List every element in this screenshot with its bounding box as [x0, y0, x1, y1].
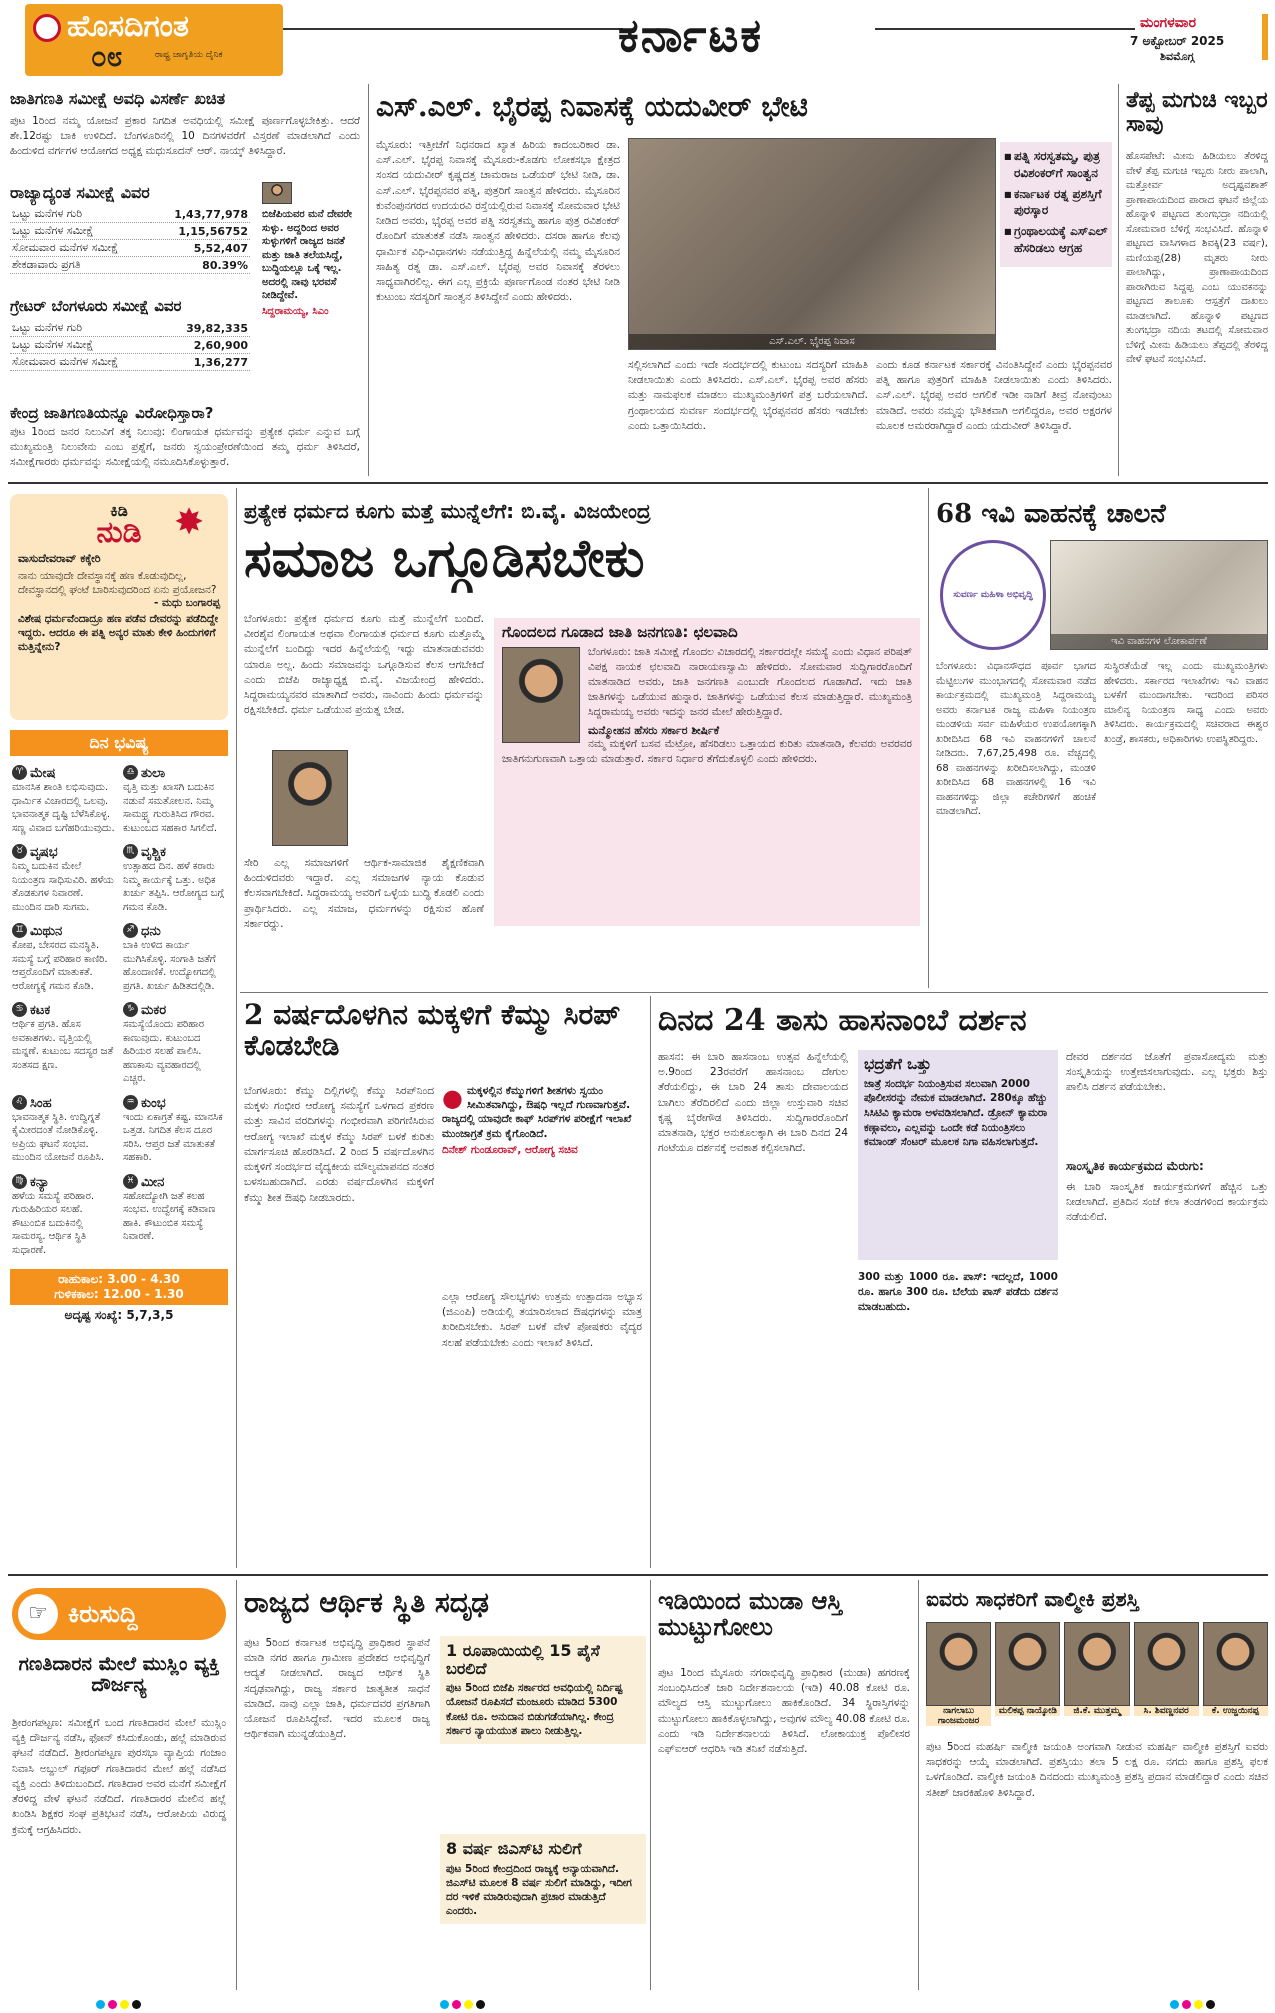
muda-body: ಪುಟ 1ರಿಂದ ಮೈಸೂರು ನಗರಾಭಿವೃದ್ಧಿ ಪ್ರಾಧಿಕಾರ (ಮುಡಾ) ಹಗರಣಕ್ಕೆ ಸಂಬಂಧಿಸಿದಂತೆ ಜಾರಿ ನಿರ್ದೇಶನಾಲಯ (ಇಡಿ) 40.08 ಕೋಟಿ ರೂ. ಮೌಲ್ಯದ ಆಸ್ತಿ ಮುಟ್ಟುಗೋಲು ಹಾಕಿಕೊಂಡಿದೆ. 34 ಸ್ಥಿರಾಸ್ತಿಗಳನ್ನು ಮುಟ್ಟುಗೋಲು ಹಾಕಿಕೊಳ್ಳಲಾಗಿದ್ದು, ಅವುಗಳ ಮೌಲ್ಯ 40.08 ಕೋಟಿ ರೂ. ಎಂದು ಇಡಿ ನಿರ್ದೇಶನಾಲಯ ತಿಳಿಸಿದೆ. ಲೋಕಾಯುಕ್ತ ಪೊಲೀಸರ ಎಫ್‌ಐಆರ್ ಆಧರಿಸಿ ಇಡಿ ತನಿಖೆ ನಡೆಸುತ್ತಿದೆ.	[658, 1667, 910, 1756]
syrup-headline: 2 ವರ್ಷದೊಳಗಿನ ಮಕ್ಕಳಿಗೆ ಕೆಮ್ಮು ಸಿರಪ್ ಕೊಡಬೇಡಿ	[244, 998, 621, 1062]
census-state-title: ರಾಜ್ಯಾದ್ಯಂತ ಸಮೀಕ್ಷೆ ವಿವರ	[10, 183, 150, 202]
ev-headline: 68 ಇವಿ ವಾಹನಕ್ಕೆ ಚಾಲನೆ	[936, 499, 1166, 529]
awardee-photo	[1203, 1622, 1268, 1706]
brand-icon	[33, 14, 61, 42]
census-blr-title: ಗ್ರೇಟರ್ ಬೆಂಗಳೂರು ಸಮೀಕ್ಷೆ ವಿವರ	[10, 297, 182, 315]
yaduveer-body: ಮೈಸೂರು: ಇತ್ತೀಚೆಗೆ ನಿಧನರಾದ ಖ್ಯಾತ ಹಿರಿಯ ಕಾದಂಬರಿಕಾರ ಡಾ. ಎಸ್.ಎಲ್. ಭೈರಪ್ಪ ನಿವಾಸಕ್ಕೆ ಮೈಸೂರು-ಕೊಡಗು ಲೋಕಸಭಾ ಕ್ಷೇತ್ರದ ಸಂಸದ ಯದುವೀರ್ ಕೃಷ್ಣದತ್ತ ಚಾಮರಾಜ ಒಡೆಯರ್ ಭೇಟಿ ನೀಡಿ, ಡಾ. ಎಸ್.ಎಲ್. ಭೈರಪ್ಪನವರ ಪತ್ನಿ, ಪುತ್ರರಿಗೆ ಸಾಂತ್ವನ ಹೇಳಿದರು. ಮೈಸೂರಿನ ಕುವೆಂಪುನಗರದ ಉದಯರವಿ ರಸ್ತೆಯಲ್ಲಿರುವ ನಿವಾಸಕ್ಕೆ ಸೋಮವಾರ ಭೇಟಿ ನೀಡಿದ ಅವರು, ಭೈರಪ್ಪ ಅವರ ಪತ್ನಿ ಸರಸ್ವತಮ್ಮ ಹಾಗೂ ಪುತ್ರ ರವಿಶಂಕರ್ ರೊಂದಿಗೆ ಮಾತುಕತೆ ನಡೆಸಿ ಸಾಂತ್ವನ ಹೇಳಿದರು. ದಸರಾ ಹಾಗೂ ಕೆಲವು ಧಾರ್ಮಿಕ ವಿಧಿ-ವಿಧಾನಗಳು ನಡೆಯುತ್ತಿದ್ದ ಹಿನ್ನೆಲೆಯಲ್ಲಿ ನಮ್ಮ ಮೈಸೂರಿನ ಸಾಹಿತ್ಯ ರತ್ನ ಡಾ. ಎಸ್.ಎಲ್. ಭೈರಪ್ಪ ಅವರ ನಿವಾಸಕ್ಕೆ ತೆರಳಲು ಸಾಧ್ಯವಾಗಿರಲಿಲ್ಲ. ಈಗ ಎಲ್ಲ ಪ್ರಕ್ರಿಯೆ ಪೂರ್ಣಗೊಂಡ ನಂತರ ಭೇಟಿ ನೀಡಿ ಕುಟುಂಬ ಸದಸ್ಯರಿಗೆ ಸಾಂತ್ವನ ತಿಳಿಸಿದ್ದೇನೆ ಎಂದು ಹೇಳಿದರು.	[376, 139, 620, 304]
cultural-title: ಸಾಂಸ್ಕೃತಿಕ ಕಾರ್ಯಕ್ರಮದ ಮೆರುಗು:	[1066, 1159, 1204, 1173]
ev-body: ಬೆಂಗಳೂರು: ವಿಧಾನಸೌಧದ ಪೂರ್ವ ಭಾಗದ ಮೆಟ್ಟಿಲುಗಳ ಮುಂಭಾಗದಲ್ಲಿ ಸೋಮವಾರ ನಡೆದ ಕಾರ್ಯಕ್ರಮದಲ್ಲಿ ಮುಖ್ಯಮಂತ್ರಿ ಸಿದ್ದರಾಮಯ್ಯ ಅವರು ಕರ್ನಾಟಕ ರಾಜ್ಯ ಮಹಿಳಾ ನಿಯಂತ್ರಣ ಮಂಡಳಿಯ ಸರ್ವ ಮಹಿಳೆಯರ ಉಪಯೋಗಕ್ಕಾಗಿ ಖರೀದಿಸಿದ 68 ಇವಿ ವಾಹನಗಳಿಗೆ ಚಾಲನೆ ನೀಡಿದರು. 7,67,25,498 ರೂ. ವೆಚ್ಚದಲ್ಲಿ 68 ವಾಹನಗಳನ್ನು ಖರೀದಿಸಲಾಗಿದ್ದು, ಮಂಡಳಿ ಖರೀದಿಸಿದ 68 ವಾಹನಗಳಲ್ಲಿ 16 ಇವಿ ವಾಹನಗಳಿದ್ದು ಜಿಲ್ಲಾ ಕಚೇರಿಗಳಿಗೆ ಹಂಚಿಕೆ ಮಾಡಲಾಗಿದೆ.	[936, 661, 1096, 817]
masthead-rule-right	[875, 28, 1135, 30]
economy-body: ಪುಟ 5ರಿಂದ ಕರ್ನಾಟಕ ಅಭಿವೃದ್ಧಿ ಪ್ರಾಧಿಕಾರ ಸ್ಥಾಪನೆ ಮಾಡಿ ನಗರ ಹಾಗೂ ಗ್ರಾಮೀಣ ಪ್ರದೇಶದ ಅಭಿವೃದ್ಧಿಗೆ ಆದ್ಯತೆ ನೀಡಲಾಗಿದೆ. ರಾಜ್ಯದ ಆರ್ಥಿಕ ಸ್ಥಿತಿ ಸದೃಢವಾಗಿದ್ದು, ರಾಜ್ಯ ಸರ್ಕಾರ ಜಾತ್ಯತೀತ ಸಾಧನೆ ಮಾಡಿದೆ. ನಾವು ಎಲ್ಲಾ ಜಾತಿ, ಧರ್ಮದವರ ಪ್ರಗತಿಗಾಗಿ ಯೋಜನೆ ರೂಪಿಸಿದ್ದೇವೆ. ಇದರ ಮೂಲಕ ರಾಜ್ಯ ಆರ್ಥಿಕವಾಗಿ ಮುನ್ನಡೆಯುತ್ತಿದೆ.	[244, 1637, 430, 1741]
chalavadi-photo	[502, 647, 580, 743]
drown-body: ಹೊಸಪೇಟೆ: ಮೀನು ಹಿಡಿಯಲು ತೆರಳಿದ್ದ ವೇಳೆ ತೆಪ್ಪ ಮಗುಚಿ ಇಬ್ಬರು ನೀರು ಪಾಲಾಗಿ, ಮತ್ತೋರ್ವ ಅದೃಷ್ಟವಶಾತ್ ಪ್ರಾಣಾಪಾಯದಿಂದ ಪಾರಾದ ಘಟನೆ ಜಿಲ್ಲೆಯ ಹೊನ್ನಾಳಿ ಪಟ್ಟಣದ ತುಂಗಭದ್ರಾ ನದಿಯಲ್ಲಿ ಸೋಮವಾರ ಬೆಳಿಗ್ಗೆ ಸಂಭವಿಸಿದೆ. ಹೊನ್ನಾಳಿ ಪಟ್ಟಣದ ವಾಸಿಗಳಾದ ಶಿವಕ್ಕಿ(23 ವರ್ಷ), ಮಣಿಯಪ್ಪ(28) ಮೃತರು ನೀರು ಪಾಲಾಗಿದ್ದು, ಪ್ರಾಣಾಪಾಯದಿಂದ ಪಾರಾಗಿರುವ ಸಿದ್ದಪ್ಪ ಎಂಬ ಯುವಕನನ್ನು ಪಟ್ಟಣದ ತಾಲೂಕು ಆಸ್ಪತ್ರೆಗೆ ದಾಖಲು ಮಾಡಲಾಗಿದೆ. ಹೊನ್ನಾಳಿ ಪಟ್ಟಣದ ತುಂಗಭದ್ರಾ ನದಿಯ ತಟದಲ್ಲಿ ಸೋಮವಾರ ಬೆಳಿಗ್ಗೆ ಮೀನು ಹಿಡಿಯಲು ತೆಪ್ಪದಲ್ಲಿ ತೆರಳಿದ್ದ ವೇಳೆ ಘಟನೆ ಸಂಭವಿಸಿದೆ.	[1126, 151, 1268, 365]
zodiac-icon: ♎	[123, 765, 138, 780]
registration-marks-left	[96, 1994, 144, 2013]
kidi-nudi-box	[10, 494, 228, 720]
awardee-photo	[1064, 1622, 1129, 1706]
hasanamba-body: ಹಾಸನ: ಈ ಬಾರಿ ಹಾಸನಾಂಬ ಉತ್ಸವ ಹಿನ್ನೆಲೆಯಲ್ಲಿ ಅ.9ರಿಂದ 23ರವರೆಗೆ ಹಾಸನಾಂಬ ದೇಗುಲ ತೆರೆಯಲಿದ್ದು, ಈ ಬಾರಿ 24 ತಾಸು ದೇವಾಲಯದ ಬಾಗಿಲು ತೆರೆದಿರಲಿದೆ ಎಂದು ಜಿಲ್ಲಾ ಉಸ್ತುವಾರಿ ಸಚಿವ ಕೃಷ್ಣ ಬೈರೇಗೌಡ ತಿಳಿಸಿದರು. ಸುದ್ದಿಗಾರರೊಂದಿಗೆ ಮಾತನಾಡಿ, ಭಕ್ತರ ಅನುಕೂಲಕ್ಕಾಗಿ ಈ ಬಾರಿ ದಿನದ 24 ಗಂಟೆಯೂ ದರ್ಶನಕ್ಕೆ ಅವಕಾಶ ಕಲ್ಪಿಸಲಾಗಿದೆ.	[658, 1051, 848, 1155]
horoscope-title: ದಿನ ಭವಿಷ್ಯ	[10, 730, 228, 756]
kiru-body: ಶ್ರೀರಂಗಪಟ್ಟಣ: ಸಮೀಕ್ಷೆಗೆ ಬಂದ ಗಣತಿದಾರನ ಮೇಲೆ ಮುಸ್ಲಿಂ ವ್ಯಕ್ತಿ ದೌರ್ಜನ್ಯ ನಡೆಸಿ, ಫೋನ್ ಕಸಿದುಕೊಂಡು, ಹಲ್ಲೆ ಮಾಡಿರುವ ಘಟನೆ ನಡೆದಿದೆ. ಶ್ರೀರಂಗಪಟ್ಟಣ ಪುರಸಭಾ ವ್ಯಾಪ್ತಿಯ ಗಂಜಾಂ ನಿವಾಸಿ ಅಬ್ದುಲ್ ಗಫೂರ್ ಗಣತಿದಾರನ ಮೇಲೆ ಹಲ್ಲೆ ನಡೆಸಿದ ವ್ಯಕ್ತಿ ಎಂದು ತಿಳಿದುಬಂದಿದೆ. ಗಣತಿದಾರ ಅವರ ಮನೆಗೆ ಸಮೀಕ್ಷೆಗೆ ತೆರಳಿದ್ದ ವೇಳೆ ಘಟನೆ ನಡೆದಿದೆ. ಗಣತಿದಾರರ ಮೇಲಿನ ಹಲ್ಲೆ ಖಂಡಿಸಿ ಶಿಕ್ಷಕರ ಸಂಘ ಪ್ರತಿಭಟನೆ ನಡೆಸಿ, ಆರೋಪಿಯ ವಿರುದ್ಧ ಕ್ರಮಕ್ಕೆ ಆಗ್ರಹಿಸಿದರು.	[12, 1717, 226, 1836]
drown-headline: ತೆಪ್ಪ ಮಗುಚಿ ಇಬ್ಬರ ಸಾವು	[1126, 87, 1268, 138]
muda-headline: ಇಡಿಯಿಂದ ಮುಡಾ ಆಸ್ತಿ ಮುಟ್ಟುಗೋಲು	[658, 1586, 843, 1642]
kidi-title-small: ಕಿಡಿ	[110, 501, 128, 520]
awardee-name: ನಾಗಲಾಬು ಗಾಂಜಮಂಜರ	[926, 1706, 991, 1726]
hasanamba-body-2: ದೇವರ ದರ್ಶನದ ಜೊತೆಗೆ ಪ್ರವಾಸೋದ್ಯಮ ಮತ್ತು ಸಂಸ್ಕೃತಿಯನ್ನು ಉತ್ತೇಜಿಸಲಾಗುವುದು. ಎಲ್ಲ ಭಕ್ತರು ಶಿಸ್ತು ಪಾಲಿಸಿ ದರ್ಶನ ಪಡೆಯಬೇಕು.	[1066, 1051, 1268, 1094]
kidi-line-1: ನಾನು ಯಾವುದೇ ದೇವಸ್ಥಾನಕ್ಕೆ ಹಣ ಕೊಡುವುದಿಲ್ಲ, ದೇವಸ್ಥಾನದಲ್ಲಿ ಘಂಟೆ ಬಾರಿಸುವುದರಿಂದ ಏನು ಪ್ರಯೋಜನ?	[18, 569, 217, 596]
bullet-item: ■ ಗ್ರಂಥಾಲಯಕ್ಕೆ ಎಸ್‌ಎಲ್‌ ಹೆಸರಿಡಲು ಆಗ್ರಹ	[1004, 223, 1108, 257]
kiru-headline: ಗಣತಿದಾರನ ಮೇಲೆ ಮುಸ್ಲಿಂ ವ್ಯಕ್ತಿ ದೌರ್ಜನ್ಯ	[18, 1653, 220, 1696]
zodiac-icon: ♊	[12, 923, 27, 938]
yaduveer-photo-caption: ಎಸ್.ಎಲ್. ಭೈರಪ್ಪ ನಿವಾಸ	[629, 334, 995, 349]
economy-box-2	[440, 1834, 646, 1924]
syrup-quote-box	[442, 1084, 642, 1157]
yaduveer-body-3: ಎಂದು ಕೂಡ ಕರ್ನಾಟಕ ಸರ್ಕಾರಕ್ಕೆ ವಿನಂತಿಸಿದ್ದೇನೆ ಎಂದು ಭೈರಪ್ಪನವರ ಪತ್ನಿ ಹಾಗೂ ಪುತ್ರರಿಗೆ ಮಾಹಿತಿ ನೀಡಲಾಯಿತು ಎಂದು ತಿಳಿಸಿದರು. ಎಸ್.ಎಲ್. ಭೈರಪ್ಪ ಅವರ ಅಗಲಿಕೆ ಇಡೀ ನಾಡಿಗೆ ತೀವ್ರ ನೋವುಂಟು ಮಾಡಿದೆ. ಅವರು ನಮ್ಮನ್ನು ಭೌತಿಕವಾಗಿ ಅಗಲಿದ್ದರೂ, ಅವರ ಅಕ್ಷರಗಳ ಮೂಲಕ ಅಮರರಾಗಿದ್ದಾರೆ ಎಂದು ಯದುವೀರ್ ತಿಳಿಸಿದ್ದಾರೆ.	[876, 359, 1112, 432]
awardee-card	[1064, 1622, 1129, 1726]
gulika-kala: ಗುಳಿಕಕಾಲ: 12.00 - 1.30	[54, 1287, 184, 1301]
zodiac-icon: ♋	[12, 1002, 27, 1017]
table-row: ಶೇಕಡಾವಾರು ಪ್ರಗತಿ 80.39%	[12, 258, 248, 272]
table-row: ಒಟ್ಟು ಮನೆಗಳ ಗುರಿ 39,82,335	[12, 321, 248, 335]
ev-body-2: ಸುಸ್ಥಿರತೆಯೆಡೆ ಇಲ್ಲ ಎಂದು ಮುಖ್ಯಮಂತ್ರಿಗಳು ಹೇಳಿದರು. ಸರ್ಕಾರದ ಇಲಾಖೆಗಳು ಇವಿ ವಾಹನ ಬಳಕೆಗೆ ಮುಂದಾಗಬೇಕು. ಇದರಿಂದ ಪರಿಸರ ಮಾಲಿನ್ಯ ನಿಯಂತ್ರಣ ಸಾಧ್ಯ ಎಂದು ಅವರು ತಿಳಿಸಿದರು. ಕಾರ್ಯಕ್ರಮದಲ್ಲಿ ಸಚಿವರಾದ ಈಶ್ವರ ಖಂಡ್ರೆ, ಶಾಸಕರು, ಅಧಿಕಾರಿಗಳು ಉಪಸ್ಥಿತರಿದ್ದರು.	[1104, 661, 1268, 745]
syrup-body-2: ಎಲ್ಲಾ ಆರೋಗ್ಯ ಸೌಲಭ್ಯಗಳು ಉತ್ತಮ ಉತ್ಪಾದನಾ ಅಭ್ಯಾಸ (ಜಿಎಂಪಿ) ಅಡಿಯಲ್ಲಿ ತಯಾರಿಸಲಾದ ಔಷಧಗಳನ್ನು ಮಾತ್ರ ಖರೀದಿಸಬೇಕು. ಸಿರಪ್ ಬಳಕೆ ವೇಳೆ ಪೋಷಕರು ವೈದ್ಯರ ಸಲಹೆ ಪಡೆಯಬೇಕು ಎಂದು ಇಲಾಖೆ ತಿಳಿಸಿದೆ.	[442, 1291, 642, 1349]
syrup-body: ಬೆಂಗಳೂರು: ಕೆಮ್ಮು ದಿಲ್ಲಿಗಳಲ್ಲಿ ಕೆಮ್ಮು ಸಿರಪ್‌ನಿಂದ ಮಕ್ಕಳು ಗಂಭೀರ ಆರೋಗ್ಯ ಸಮಸ್ಯೆಗೆ ಒಳಗಾದ ಪ್ರಕರಣ ಮತ್ತು ಸಾವಿನ ವರದಿಗಳನ್ನು ಗಂಭೀರವಾಗಿ ಪರಿಗಣಿಸಿರುವ ಆರೋಗ್ಯ ಇಲಾಖೆ ಮಕ್ಕಳ ಕೆಮ್ಮು ಸಿರಪ್ ಬಳಕೆ ಕುರಿತು ಮಾರ್ಗಸೂಚಿ ಹೊರಡಿಸಿದೆ. 2 ರಿಂದ 5 ವರ್ಷದೊಳಗಿನ ಮಕ್ಕಳಿಗೆ ಸಂದರ್ಭದ ವೈದ್ಯಕೀಯ ಮೌಲ್ಯಮಾಪನದ ನಂತರ ಬಳಸಬಹುದಾಗಿದೆ. ಎರಡು ವರ್ಷದೊಳಗಿನ ಮಕ್ಕಳಿಗೆ ಕೆಮ್ಮು ಶೀತ ಔಷಧಿ ನೀಡಬಾರದು.	[244, 1085, 434, 1204]
sign-kumbha: ♒ ಕುಂಭ ಇಂದು ಏಕಾಗ್ರತೆ ಕಷ್ಟ. ಮಾನಸಿಕ ಒತ್ತಡ. ನಿಗದಿತ ಕೆಲಸ ದೂರ ಸರಿಸಿ. ಆಪ್ತರ ಜತೆ ಮಾತುಕತೆ ಸಹಕಾರಿ.	[123, 1095, 223, 1163]
bullet-item: ■ ಕರ್ನಾಟಕ ರತ್ನ ಪ್ರಶಸ್ತಿಗೆ ಪುರಸ್ಕಾರ	[1004, 186, 1108, 220]
registration-marks-center	[440, 1994, 488, 2013]
security-box	[858, 1050, 1058, 1260]
security-text: ಜಾತ್ರೆ ಸಂದರ್ಭ ನಿಯಂತ್ರಿಸುವ ಸಲುವಾಗಿ 2000 ಪೊಲೀಸರನ್ನು ನೇಮಕ ಮಾಡಲಾಗಿದೆ. 280ಕ್ಕೂ ಹೆಚ್ಚು ಸಿಸಿಟಿವಿ ಕ್ಯಾಮರಾ ಅಳವಡಿಸಲಾಗಿದೆ. ಡ್ರೋನ್ ಕ್ಯಾಮರಾ ಕಣ್ಗಾವಲು, ಎಲ್ಲವನ್ನು ಒಂದೇ ಕಡೆ ನಿಯಂತ್ರಿಸಲು ಕಮಾಂಡ್ ಸೆಂಟರ್ ಮೂಲಕ ನಿಗಾ ವಹಿಸಲಾಗುತ್ತದೆ.	[864, 1077, 1048, 1149]
awardee-name: ಮಲಿಕಪ್ಪ ನಾಯ್ಕೋಡಿ	[995, 1706, 1060, 1716]
zodiac-icon: ♍	[12, 1174, 27, 1189]
chalavadi-body: ಬೆಂಗಳೂರು: ಜಾತಿ ಸಮೀಕ್ಷೆ ಗೊಂದಲ ವಿಚಾರದಲ್ಲಿ ಸರ್ಕಾರದಲ್ಲೇ ಸಮಸ್ಯೆ ಎಂದು ವಿಧಾನ ಪರಿಷತ್ ವಿಪಕ್ಷ ನಾಯಕ ಛಲವಾದಿ ನಾರಾಯಣಸ್ವಾಮಿ ಹೇಳಿದರು. ಸೋಮವಾರ ಸುದ್ದಿಗಾರರೊಂದಿಗೆ ಮಾತನಾಡಿದ ಅವರು, ಜಾತಿ ಜನಗಣತಿ ಎಂಬುದೇ ಗೊಂದಲದ ಗೂಡಾಗಿದೆ. ಇದು ಜಾತಿ ಜಾತಿಗಳನ್ನು ಒಡೆಯುವ ಹುನ್ನಾರ. ಜಾತಿಗಳನ್ನು ಒಡೆಯುವ ಕೆಲಸ ಮಾಡುತ್ತಿದ್ದಾರೆ. ಮುಖ್ಯಮಂತ್ರಿ ಸಿದ್ದರಾಮಯ್ಯ ಅವರು ಇದನ್ನು ಜನರ ಮೇಲೆ ಹೇರುತ್ತಿದ್ದಾರೆ.	[588, 645, 912, 719]
census-intro: ಪುಟ 1ರಿಂದ ನಮ್ಮ ಯೋಜನೆ ಪ್ರಕಾರ ನಿಗದಿತ ಅವಧಿಯಲ್ಲಿ ಸಮೀಕ್ಷೆ ಪೂರ್ಣಗೊಳ್ಳಬೇಕಿತ್ತು. ಆದರೆ ಶೇ.12ರಷ್ಟು ಬಾಕಿ ಉಳಿದಿದೆ. ಬೆಂಗಳೂರಿನಲ್ಲಿ 10 ದಿನಗಳವರೆಗೆ ವಿಸ್ತರಣೆ ಮಾಡಲಾಗಿದೆ ಎಂದು ಹಿಂದುಳಿದ ವರ್ಗಗಳ ಆಯೋಗದ ಅಧ್ಯಕ್ಷ ಮಧುಸೂದನ್ ಆರ್. ನಾಯ್ಕ್ ತಿಳಿಸಿದ್ದಾರೆ.	[10, 115, 360, 158]
page-number: ೦೮	[91, 40, 123, 73]
yaduveer-body-2: ಸಲ್ಲಿಸಲಾಗಿದೆ ಎಂದು ಇದೇ ಸಂದರ್ಭದಲ್ಲಿ ಕುಟುಂಬ ಸದಸ್ಯರಿಗೆ ಮಾಹಿತಿ ನೀಡಲಾಯಿತು ಎಂದು ತಿಳಿಸಿದರು. ಎಸ್.ಎಲ್. ಭೈರಪ್ಪ ಅವರ ಹೆಸರು ಮತ್ತು ನಾಮಫಲಕ ಮಾಡಲು ಮುಖ್ಯಮಂತ್ರಿಗಳಿಗೆ ಪತ್ರ ಬರೆಯಲಾಗಿದೆ. ಗ್ರಂಥಾಲಯದ ಸುವರ್ಣ ಸಂದರ್ಭದಲ್ಲಿ ಭೈರಪ್ಪನವರ ಹೆಸರು ಇಡಬೇಕು ಎಂದು ಒತ್ತಾಯಿಸಿದರು.	[628, 359, 868, 432]
kiru-title: ಕಿರುಸುದ್ದಿ	[68, 1598, 138, 1628]
bullet-item: ■ ಪತ್ನಿ ಸರಸ್ವತಮ್ಮ, ಪುತ್ರ ರವಿಶಂಕರ್‌ಗೆ ಸಾಂತ್ವನ	[1004, 148, 1108, 182]
vijayendra-headline: ಸಮಾಜ ಒಗ್ಗೂಡಿಸಬೇಕು	[244, 528, 645, 589]
sign-kataka: ♋ ಕಟಕ ಆರ್ಥಿಕ ಪ್ರಗತಿ. ಹೊಸ ಅವಕಾಶಗಳು. ವೃತ್ತಿಯಲ್ಲಿ ಮನ್ನಣೆ. ಕುಟುಂಬ ಸದಸ್ಯರ ಜತೆ ಸಂತಸದ ಕ್ಷಣ.	[12, 1003, 114, 1071]
census-blr-table	[10, 320, 250, 371]
sign-vrishchika: ♏ ವೃಶ್ಚಿಕ ಉತ್ಸಾಹದ ದಿನ. ಹಳೆ ಕರಾರು ನಿಮ್ಮ ಕಾರ್ಯಕ್ಕೆ ಒತ್ತು. ಅಧಿಕ ಖರ್ಚು ತಪ್ಪಿಸಿ. ಆರೋಗ್ಯದ ಬಗ್ಗೆ ಗಮನ ಕೊಡಿ.	[123, 845, 224, 913]
vijayendra-body: ಬೆಂಗಳೂರು: ಪ್ರತ್ಯೇಕ ಧರ್ಮದ ಕೂಗು ಮತ್ತೆ ಮುನ್ನೆಲೆಗೆ ಬಂದಿದೆ. ವೀರಶೈವ ಲಿಂಗಾಯತ ಅಥವಾ ಲಿಂಗಾಯತ ಧರ್ಮದ ಕೂಗು ಮತ್ತೊಮ್ಮೆ ಮುನ್ನೆಲೆಗೆ ಬಂದಿದ್ದು ಇದರ ಹಿನ್ನೆಲೆಯಲ್ಲಿ ಇದ್ದು ಮಾತನಾಡುವವರು ಯಾರೂ ಅಲ್ಲ. ಹಿಂದು ಸಮಾಜವನ್ನು ಒಗ್ಗೂಡಿಸುವ ಕೆಲಸ ಆಗಬೇಕಿದೆ ಎಂದು ಬಿಜೆಪಿ ರಾಜ್ಯಾಧ್ಯಕ್ಷ ಬಿ.ವೈ. ವಿಜಯೇಂದ್ರ ಹೇಳಿದರು. ಸಿದ್ದರಾಮಯ್ಯನವರ ಮಾತಾಗಿದೆ ಅವರು, ನಾವಿಂದು ಹಿಂದು ಧರ್ಮವನ್ನು ರಕ್ಷಿಸಬೇಕಿದೆ. ಧರ್ಮ ಒಡೆಯುವ ಪ್ರಯತ್ನ ಬೇಡ.	[244, 613, 484, 717]
census-state-table	[10, 206, 250, 274]
issue-date: 7 ಅಕ್ಟೋಬರ್ 2025	[1130, 34, 1225, 48]
census-sub-text: ಪುಟ 1ರಿಂದ ಜನರ ನಿಲುವಿಗೆ ತಕ್ಕ ನಿಲುವು: ಲಿಂಗಾಯತ ಧರ್ಮವನ್ನು ಪ್ರತ್ಯೇಕ ಧರ್ಮ ಎನ್ನುವ ಬಗ್ಗೆ ಮುಖ್ಯಮಂತ್ರಿ ನಿಲುವೇನು ಎಂಬ ಪ್ರಶ್ನೆಗೆ, ಜನರು ಸ್ವಯಂಪ್ರೇರಣೆಯಿಂದ ತಮ್ಮ ಧರ್ಮ ತಿಳಿಸಿದರೆ, ಸಮೀಕ್ಷೆಗಾರರು ಧರ್ಮವನ್ನು ಸಮೀಕ್ಷೆಯಲ್ಲಿ ನಮೂದಿಸಿಕೊಳ್ಳುತ್ತಾರೆ.	[10, 426, 360, 469]
ev-photo-caption: ಇವಿ ವಾಹನಗಳ ಲೋಕಾರ್ಪಣೆ	[1051, 634, 1267, 649]
kidi-title-big: ನುಡಿ	[96, 514, 142, 550]
registration-marks-right	[1170, 1994, 1218, 2013]
cm-quote-by: ಸಿದ್ದರಾಮಯ್ಯ, ಸಿಎಂ	[262, 305, 329, 317]
vijayendra-photo	[272, 750, 348, 846]
hasanamba-headline: ದಿನದ 24 ತಾಸು ಹಾಸನಾಂಬೆ ದರ್ಶನ	[658, 1003, 1027, 1038]
chalavadi-sub: ಮನ್ಮೋಹನ ಹೆಸರು ಸರ್ಕಾರ ಶೀರ್ಷಿಕೆ	[588, 723, 720, 737]
yaduveer-bullets	[1000, 142, 1112, 267]
census-sub-headline: ಕೇಂದ್ರ ಜಾತಿಗಣತಿಯನ್ನೂ ವಿರೋಧಿಸ್ತಾರಾ?	[10, 404, 214, 422]
chalavadi-body-2: ನಮ್ಮ ಮಕ್ಕಳಿಗೆ ಬಸವ ಮೆಟ್ರೋ, ಹೆಸರಿಡಲು ಒತ್ತಾಯದ ಕುರಿತು ಮಾತನಾಡಿ, ಕೆಲವರು ಅವರವರ ಜಾತಿಗನುಗುಣವಾಗಿ ಒತ್ತಾಯ ಮಾಡುತ್ತಾರೆ. ಸರ್ಕಾರ ನಿರ್ಧಾರ ತೆಗೆದುಕೊಳ್ಳಲಿ ಎಂದು ಹೇಳಿದರು.	[502, 737, 912, 765]
census-quote-box	[262, 182, 362, 388]
zodiac-icon: ♒	[123, 1095, 138, 1110]
masthead-rule	[283, 28, 623, 30]
yaduveer-photo	[628, 138, 996, 350]
ev-photo	[1050, 540, 1268, 650]
economy-box-1-title: 1 ರೂಪಾಯಿಯಲ್ಲಿ 15 ಪೈಸೆ ಬರಲಿದೆ	[446, 1641, 600, 1678]
chalavadi-headline: ಗೊಂದಲದ ಗೂಡಾದ ಜಾತಿ ಜನಗಣತಿ: ಛಲವಾದಿ	[502, 623, 738, 641]
awardee-card	[926, 1622, 991, 1726]
hasanamba-ticket: 300 ಮತ್ತು 1000 ರೂ. ಪಾಸ್: ಇದಲ್ಲದೆ, 1000 ರೂ. ಹಾಗೂ 300 ರೂ. ಬೆಲೆಯ ಪಾಸ್ ಪಡೆದು ದರ್ಶನ ಮಾಡಬಹುದು.	[858, 1271, 1058, 1314]
masthead-logo	[25, 4, 283, 76]
sign-mithuna: ♊ ಮಿಥುನ ಕೋಪ, ಬೇಸರದ ಮನಸ್ಥಿತಿ. ಸಮಸ್ಯೆ ಬಗ್ಗೆ ಪರಿಹಾರ ಕಾಣಿರಿ. ಆಪ್ತರೊಂದಿಗೆ ಮಾತುಕತೆ. ಆರೋಗ್ಯಕ್ಕೆ ಗಮನ ಕೊಡಿ.	[12, 924, 108, 992]
census-headline: ಜಾತಿಗಣತಿ ಸಮೀಕ್ಷೆ ಅವಧಿ ವಿಸರ್ಣೆ ಖಚಿತ	[10, 89, 226, 108]
issue-city: ಶಿವಮೊಗ್ಗ	[1160, 50, 1195, 63]
sign-dhanu: ♐ ಧನು ಬಾಕಿ ಉಳಿದ ಕಾರ್ಯ ಮುಗಿಸಿಕೊಳ್ಳಿ. ಸಂಗಾತಿ ಜತೆಗೆ ಹೊಂದಾಣಿಕೆ. ಉದ್ಯೋಗದಲ್ಲಿ ಪ್ರಗತಿ. ಖರ್ಚು ಹಿಡಿತದಲ್ಲಿಡಿ.	[123, 924, 216, 992]
masthead-accent	[1262, 14, 1268, 60]
sign-meena: ♓ ಮೀನ ಸಹೋದ್ಯೋಗಿ ಜತೆ ಕಲಹ ಸಂಭವ. ಉದ್ವೇಗಕ್ಕೆ ಕಡಿವಾಣ ಹಾಕಿ. ಕೌಟುಂಬಿಕ ಸಮಸ್ಯೆ ನಿವಾರಣೆ.	[123, 1174, 216, 1242]
chalavadi-box	[494, 618, 920, 926]
awardee-card	[995, 1622, 1060, 1726]
kidi-line-2: ವಿಶೇಷ ಧರ್ಮವೆಂದಾದ್ರೂ ಹಣ ಪಡೆವ ದೇವರನ್ನು ಪಡೆದಿದ್ದೇ ಇದ್ದರು. ಆದರೂ ಈ ಪತ್ನಿ ಅನ್ಯರ ಮಾತು ಕೇಳಿ ಹಿಂದುಗಳಿಗೆ ಮತ್ತಿನ್ನೇನು?	[18, 613, 219, 654]
zodiac-icon: ♈	[12, 765, 27, 780]
rahu-kala: ರಾಹುಕಾಲ: 3.00 - 4.30	[58, 1272, 180, 1286]
kiru-badge	[12, 1588, 226, 1640]
valmiki-photos	[926, 1622, 1268, 1726]
economy-box-2-text: ಪುಟ 5ರಿಂದ ಕೇಂದ್ರದಿಂದ ರಾಜ್ಯಕ್ಕೆ ಅನ್ಯಾಯವಾಗಿದೆ. ಜಿಎಸ್‌ಟಿ ಮೂಲಕ 8 ವರ್ಷ ಸುಲಿಗೆ ಮಾಡಿದ್ದು, ಇದೀಗ ದರ ಇಳಿಕೆ ಮಾಡಿರುವುದಾಗಿ ಪ್ರಚಾರ ಮಾಡುತ್ತಿದೆ ಎಂದರು.	[446, 1862, 632, 1918]
horoscope-panel	[10, 730, 228, 1323]
issue-day: ಮಂಗಳವಾರ	[1140, 15, 1197, 31]
economy-box-2-title: 8 ವರ್ಷ ಜಿಎಸ್‌ಟಿ ಸುಲಿಗೆ	[446, 1839, 582, 1858]
vijayendra-body-2: ಸೇರಿ ಎಲ್ಲ ಸಮಾಜಗಳಿಗೆ ಆರ್ಥಿಕ-ಸಾಮಾಜಿಕ ಶೈಕ್ಷಣಿಕವಾಗಿ ಹಿಂದುಳಿದವರು ಇದ್ದಾರೆ. ಎಲ್ಲ ಸಮಾಜಗಳ ನ್ಯಾಯ ಕೊಡುವ ಕೆಲಸವಾಗಬೇಕಿದೆ. ಸಿದ್ದರಾಮಯ್ಯ ಅವರಿಗೆ ಒಳ್ಳೆಯ ಬುದ್ಧಿ ಕೊಡಲಿ ಎಂದು ಪ್ರಾರ್ಥಿಸಿದರು. ಎಲ್ಲ ಸಮಾಜ, ಧರ್ಮಗಳನ್ನು ರಕ್ಷಿಸುವ ಹೊಣೆ ಸರ್ಕಾರದ್ದು.	[244, 857, 484, 930]
security-title: ಭದ್ರತೆಗೆ ಒತ್ತು	[864, 1055, 932, 1073]
awardee-photo	[926, 1622, 991, 1706]
cultural-text: ಈ ಬಾರಿ ಸಾಂಸ್ಕೃತಿಕ ಕಾರ್ಯಕ್ರಮಗಳಿಗೆ ಹೆಚ್ಚಿನ ಒತ್ತು ನೀಡಲಾಗಿದೆ. ಪ್ರತಿದಿನ ಸಂಜೆ ಕಲಾ ತಂಡಗಳಿಂದ ಕಾರ್ಯಕ್ರಮ ನಡೆಯಲಿದೆ.	[1066, 1181, 1268, 1224]
table-row: ಒಟ್ಟು ಮನೆಗಳ ಗುರಿ 1,43,77,978	[12, 207, 248, 221]
valmiki-body: ಪುಟ 5ರಿಂದ ಮಹರ್ಷಿ ವಾಲ್ಮೀಕಿ ಜಯಂತಿ ಅಂಗವಾಗಿ ನೀಡುವ ಮಹರ್ಷಿ ವಾಲ್ಮೀಕಿ ಪ್ರಶಸ್ತಿಗೆ ಐವರು ಸಾಧಕರನ್ನು ಆಯ್ಕೆ ಮಾಡಲಾಗಿದೆ. ಪ್ರಶಸ್ತಿಯು ತಲಾ 5 ಲಕ್ಷ ರೂ. ನಗದು ಹಾಗೂ ಪ್ರಶಸ್ತಿ ಫಲಕ ಒಳಗೊಂಡಿದೆ. ವಾಲ್ಮೀಕಿ ಜಯಂತಿ ದಿನದಂದು ಮುಖ್ಯಮಂತ್ರಿ ಪ್ರಶಸ್ತಿ ಪ್ರದಾನ ಮಾಡಲಿದ್ದಾರೆ ಎಂದು ಸಚಿವ ಸತೀಶ್ ಜಾರಕಿಹೊಳಿ ತಿಳಿಸಿದ್ದಾರೆ.	[926, 1741, 1268, 1799]
awardee-name: ಸಿ. ಶಿವಣ್ಣನವರ	[1134, 1706, 1199, 1716]
kidi-author: ವಾಸುದೇವರಾವ್ ಕಕ್ಕೇರಿ	[18, 551, 101, 565]
awardee-card	[1134, 1622, 1199, 1726]
sign-makara: ♑ ಮಕರ ಸಮಸ್ಯೆಯೊಂದು ಪರಿಹಾರ ಕಾಣುವುದು. ಕುಟುಂಬದ ಹಿರಿಯರ ಸಲಹೆ ಪಾಲಿಸಿ. ಹಣಕಾಸು ವ್ಯವಹಾರದಲ್ಲಿ ಎಚ್ಚರ.	[123, 1003, 205, 1084]
vijayendra-kicker: ಪ್ರತ್ಯೇಕ ಧರ್ಮದ ಕೂಗು ಮತ್ತೆ ಮುನ್ನೆಲೆಗೆ: ಬಿ.ವೈ. ವಿಜಯೇಂದ್ರ	[244, 499, 651, 523]
awardee-card	[1203, 1622, 1268, 1726]
sign-vrishabha: ♉ ವೃಷಭ ನಿಮ್ಮ ಬದುಕಿನ ಮೇಲೆ ನಿಯಂತ್ರಣ ಸಾಧಿಸುವಿರಿ. ಹಳೆಯ ತೊಡಕುಗಳ ನಿವಾರಣೆ. ಮುಂದಿನ ದಾರಿ ಸುಗಮ.	[12, 845, 114, 913]
yaduveer-headline: ಎಸ್.ಎಲ್. ಭೈರಪ್ಪ ನಿವಾಸಕ್ಕೆ ಯದುವೀರ್ ಭೇಟಿ	[376, 90, 808, 123]
syrup-drop-icon: ●	[442, 1084, 463, 1112]
table-row: ಒಟ್ಟು ಮನೆಗಳ ಸಮೀಕ್ಷೆ 1,15,56752	[12, 224, 248, 238]
valmiki-headline: ಐವರು ಸಾಧಕರಿಗೆ ವಾಲ್ಮೀಕಿ ಪ್ರಶಸ್ತಿ	[926, 1587, 1139, 1611]
syrup-quote-by: ದಿನೇಶ್ ಗುಂಡೂರಾವ್, ಆರೋಗ್ಯ ಸಚಿವ	[442, 1143, 578, 1156]
awardee-photo	[995, 1622, 1060, 1706]
sign-kanya: ♍ ಕನ್ಯಾ ಹಳೆಯ ಸಮಸ್ಯೆ ಪರಿಹಾರ. ಗುರುಹಿರಿಯರ ಸಲಹೆ. ಕೌಟುಂಬಿಕ ಬದುಕಿನಲ್ಲಿ ಸಾಮರಸ್ಯ. ಆರ್ಥಿಕ ಸ್ಥಿತಿ ಸುಧಾರಣೆ.	[12, 1174, 95, 1256]
table-row: ಒಟ್ಟು ಮನೆಗಳ ಸಮೀಕ್ಷೆ 2,60,900	[12, 338, 248, 352]
awardee-name: ಜಿ.ಕೆ. ಮುತ್ತಮ್ಮ	[1064, 1706, 1129, 1716]
rahu-gulika-box	[10, 1269, 228, 1305]
awardee-photo	[1134, 1622, 1199, 1706]
cm-quote: ಬಿಜೆಪಿಯವರ ಮನೆ ದೇವರೇ ಸುಳ್ಳು. ಅದ್ದರಿಂದ ಅವರ ಸುಳ್ಳುಗಳಿಗೆ ರಾಜ್ಯದ ಜನತೆ ಮತ್ತು ಜಾತಿ ತಲೆಯಸಿದ್ದೆ, ಬುದ್ಧಿಯಲ್ಲೂ ಒಕ್ಕೆ ಇಲ್ಲ. ಅದರಲ್ಲಿ ನಾವು ಭರವಸೆ ನೀಡಿದ್ದೇವೆ.	[262, 209, 352, 301]
sign-tula: ♎ ತುಲಾ ವೃತ್ತಿ ಮತ್ತು ಖಾಸಗಿ ಬದುಕಿನ ನಡುವೆ ಸಮತೋಲನ. ನಿಮ್ಮ ಸಾಮಥ್ರ್ಯ ಗುರುತಿಸಿದ ಗೌರವ. ಕುಟುಂಬದ ಸಹಕಾರ ಸಿಗಲಿದೆ.	[123, 766, 218, 834]
zodiac-icon: ♑	[123, 1002, 138, 1017]
zodiac-icon: ♐	[123, 923, 138, 938]
awardee-name: ಕೆ. ಉಜ್ಜಯಿನಪ್ಪ	[1203, 1706, 1268, 1716]
zodiac-icon: ♏	[123, 844, 138, 859]
brand-name: ಹೊಸದಿಗಂತ	[67, 9, 189, 44]
economy-headline: ರಾಜ್ಯದ ಆರ್ಥಿಕ ಸ್ಥಿತಿ ಸದೃಢ	[244, 1586, 489, 1619]
zodiac-icon: ♉	[12, 844, 27, 859]
spark-icon: ✸	[174, 502, 205, 543]
section-title: ಕರ್ನಾಟಕ	[618, 8, 764, 62]
ev-logo	[940, 540, 1046, 650]
kidi-line-1-by: - ಮಧು ಬಂಗಾರಪ್ಪ	[153, 597, 220, 610]
table-row: ಸೋಮವಾರ ಮನೆಗಳ ಸಮೀಕ್ಷೆ 5,52,407	[12, 241, 248, 255]
economy-box-1-text: ಪುಟ 5ರಿಂದ ಬಿಜೆಪಿ ಸರ್ಕಾರದ ಅವಧಿಯಲ್ಲಿ ನಿರ್ದಿಷ್ಟ ಯೋಜನೆ ರೂಪಿಸದೆ ಮಂಜೂರು ಮಾಡಿದ 5300 ಕೋಟಿ ರೂ. ಅನುದಾನ ಬಿಡುಗಡೆಯಾಗಿಲ್ಲ. ಕೇಂದ್ರ ಸರ್ಕಾರ ನ್ಯಾಯಯುತ ಪಾಲು ನೀಡುತ್ತಿಲ್ಲ.	[446, 1682, 623, 1737]
hand-icon: ☞	[18, 1594, 58, 1634]
sign-mesha: ♈ ಮೇಷ ಮಾನಸಿಕ ಶಾಂತಿ ಲಭಿಸುವುದು. ಧಾರ್ಮಿಕ ವಿಚಾರದಲ್ಲಿ ಒಲವು. ಭಾವನಾತ್ಮಕ ದೃಷ್ಟಿ ಬೆಳೆಸಿಕೊಳ್ಳ. ಸಣ್ಣ ವಿವಾದ ಬಗೆಹರಿಯುವುದು.	[12, 766, 115, 834]
lucky-number: ಅದೃಷ್ಟ ಸಂಖ್ಯೆ: 5,7,3,5	[64, 1308, 174, 1322]
syrup-quote: ಮಕ್ಕಳಲ್ಲಿನ ಕೆಮ್ಮುಗಳಿಗೆ ಶೀತಗಳು ಸ್ವಯಂ ಸೀಮಿತವಾಗಿದ್ದು, ಔಷಧಿ ಇಲ್ಲದೆ ಗುಣವಾಗುತ್ತವೆ. ರಾಜ್ಯದಲ್ಲಿ ಯಾವುದೇ ಕಾಫ್ ಸಿರಪ್‌ಗಳ ಪರೀಕ್ಷೆಗೆ ಇಲಾಖೆ ಮುಂಜಾಗ್ರತೆ ಕ್ರಮ ಕೈಗೊಂಡಿದೆ.	[442, 1085, 632, 1140]
brand-tagline: ರಾಷ್ಟ್ರ ಜಾಗೃತಿಯ ದೈನಿಕ	[155, 50, 223, 60]
cm-portrait	[262, 182, 292, 204]
zodiac-icon: ♌	[12, 1095, 27, 1110]
table-row: ಸೋಮವಾರ ಮನೆಗಳ ಸಮೀಕ್ಷೆ 1,36,277	[12, 355, 248, 369]
economy-box-1	[440, 1636, 646, 1744]
sign-simha: ♌ ಸಿಂಹ ಭಾವನಾತ್ಮಕ ಸ್ಥಿತಿ. ಉದ್ವಿಗ್ನತೆ ಕೈಮೀರದಂತೆ ನೋಡಿಕೊಳ್ಳಿ. ಅಪ್ರಿಯ ಘಟನೆ ಸಂಭವ. ಮುಂದಿನ ಯೋಜನೆ ರೂಪಿಸಿ.	[12, 1095, 105, 1163]
zodiac-icon: ♓	[123, 1174, 138, 1189]
ev-logo-text: ಸುವರ್ಣ ಮಹಿಳಾ ಅಭಿವೃದ್ಧಿ	[953, 590, 1033, 600]
